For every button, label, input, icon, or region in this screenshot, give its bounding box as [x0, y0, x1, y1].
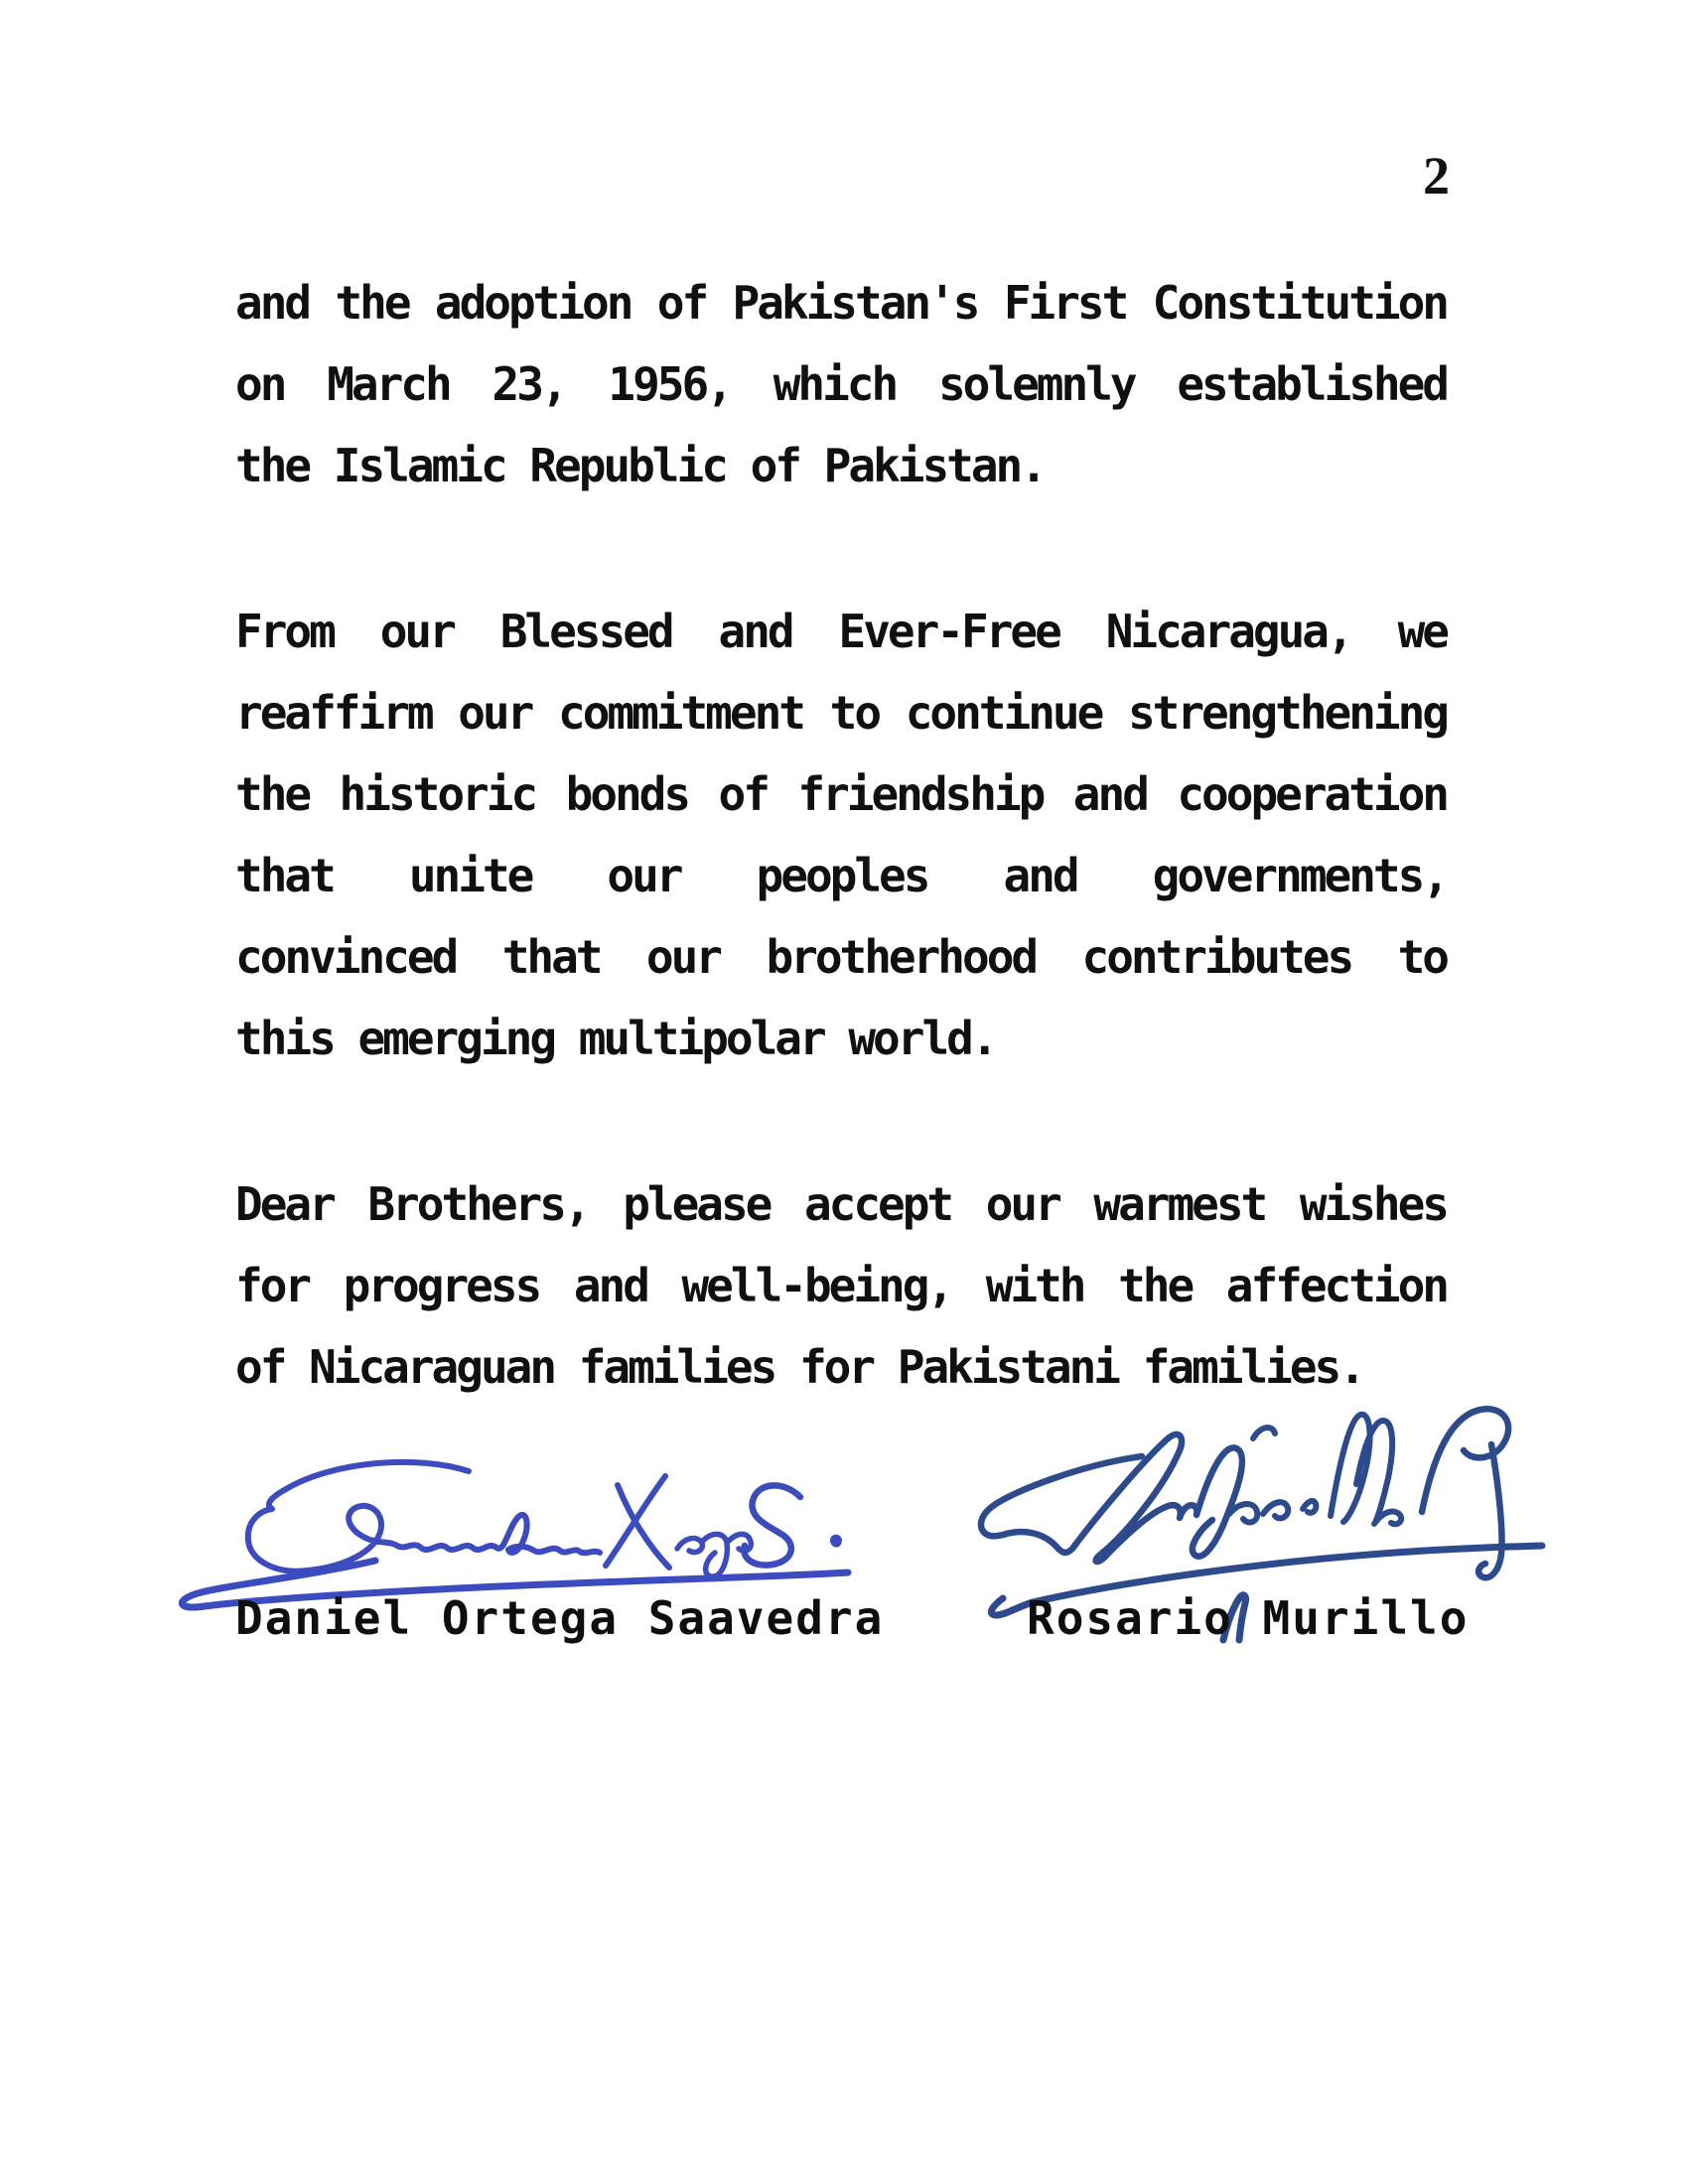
text-line: convinced that our brotherhood contributes to — [235, 930, 1447, 984]
page-number: 2 — [1423, 146, 1450, 205]
text-line: Dear Brothers, please accept our warmest wishes — [235, 1177, 1447, 1231]
text-line: reaffirm our commitment to continue strengthening — [235, 686, 1447, 740]
text-line: this emerging multipolar world. — [235, 1012, 996, 1065]
text-line: From our Blessed and Ever-Free Nicaragua, we — [235, 605, 1447, 658]
signatory-name-daniel-ortega: Daniel Ortega Saavedra — [235, 1591, 885, 1645]
text-line: on March 23, 1956, which solemnly established — [235, 357, 1447, 411]
letter-body — [235, 262, 1447, 1408]
paragraph — [235, 1163, 1447, 1408]
signatory-name-rosario-murillo: Rosario Murillo — [1027, 1591, 1470, 1645]
text-line: and the adoption of Pakistan's First Constitution — [235, 276, 1447, 330]
paragraph — [235, 262, 1447, 506]
paragraph — [235, 591, 1447, 1079]
text-line: for progress and well-being, with the affection — [235, 1259, 1447, 1312]
text-line: the historic bonds of friendship and cooperation — [235, 767, 1447, 821]
text-line: that unite our peoples and governments, — [235, 849, 1447, 902]
text-line: of Nicaraguan families for Pakistani families. — [235, 1340, 1363, 1394]
text-line: the Islamic Republic of Pakistan. — [235, 439, 1045, 492]
